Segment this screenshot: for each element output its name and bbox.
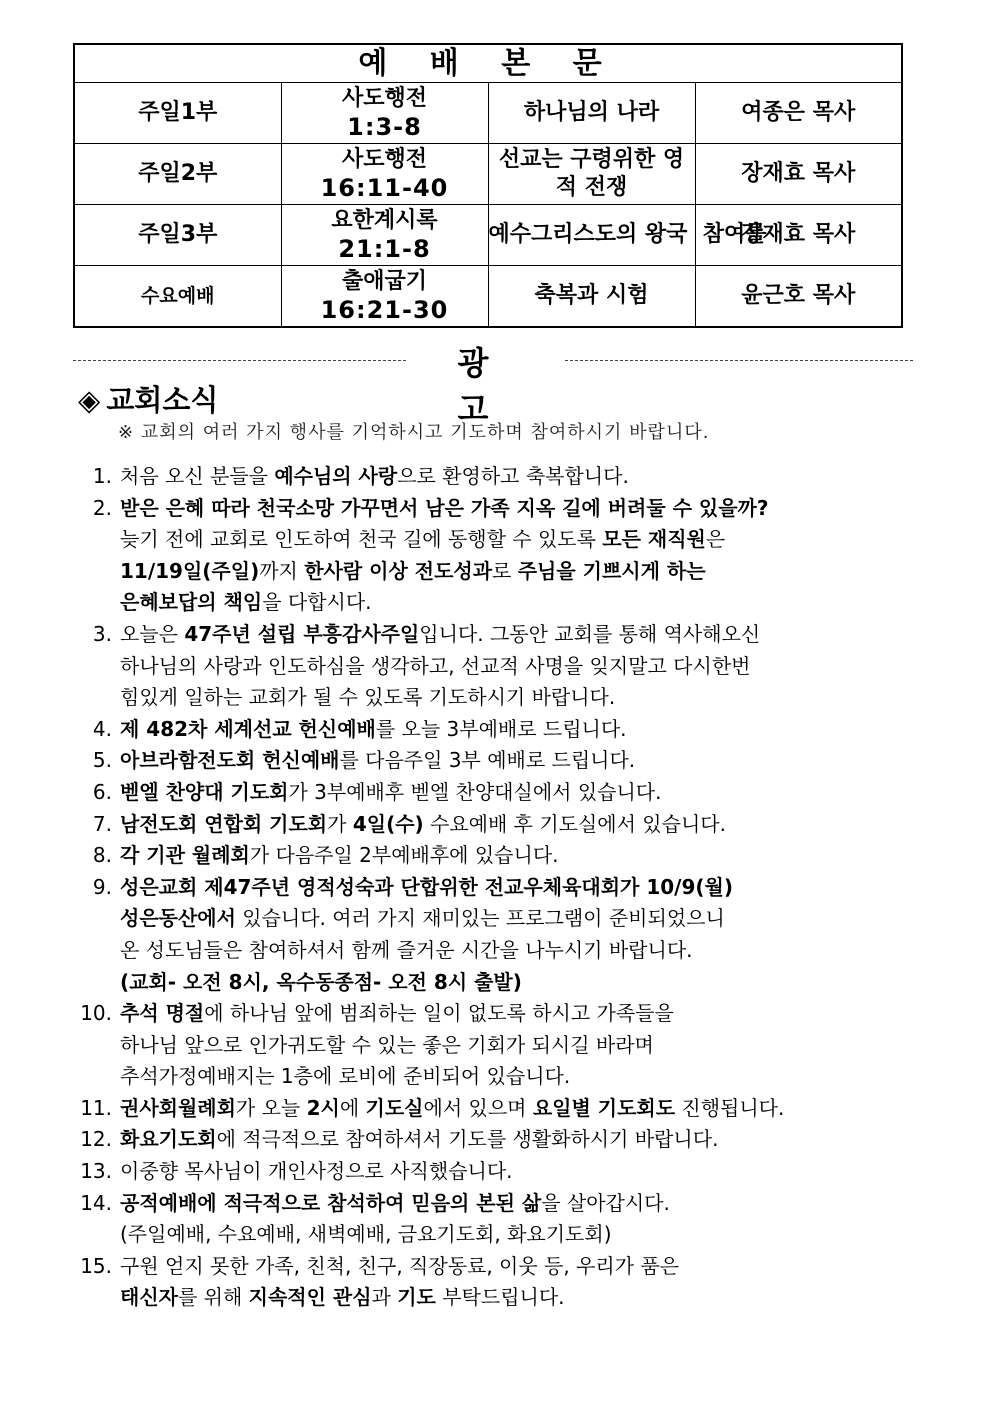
service-cell: 수요예배	[74, 266, 281, 328]
sermon-title-cell: 축복과 시험	[488, 266, 695, 328]
emphasis-text: 47주년 설립 부흥감사주일	[184, 621, 420, 646]
item-number: 6.	[92, 779, 112, 804]
item-text: 하나님의 사랑과 인도하심을 생각하고, 선교적 사명을 잊지말고 다시한번	[120, 653, 751, 678]
list-item	[70, 872, 830, 998]
item-line	[120, 1124, 830, 1156]
item-line	[120, 493, 830, 525]
item-line	[120, 903, 830, 935]
sermon-table-title: 예 배 본 문	[74, 44, 902, 83]
item-number: 14.	[80, 1190, 112, 1215]
emphasis-text: 성은동산에서	[120, 906, 236, 931]
item-text: 로	[492, 558, 518, 583]
scripture-verse: 16:21-30	[320, 296, 449, 324]
list-item	[70, 1188, 830, 1251]
item-text: 추석가정예배지는 1층에 로비에 준비되어 있습니다.	[120, 1064, 571, 1089]
item-text: 구원 얻지 못한 가족, 친척, 친구, 직장동료, 이웃 등, 우리가 품은	[120, 1253, 680, 1278]
item-line	[120, 682, 830, 714]
item-line	[120, 777, 830, 809]
scripture-book: 요한계시록	[331, 208, 438, 233]
preacher-cell: 장재효 목사	[695, 205, 902, 266]
item-text: 이중향 목사님이 개인사정으로 사직했습니다.	[120, 1159, 513, 1184]
scripture-cell	[281, 205, 488, 266]
item-text: 으로 환영하고 축복합니다.	[397, 464, 629, 488]
table-row	[74, 83, 902, 144]
item-number: 7.	[92, 811, 112, 836]
item-text: 에	[339, 1095, 366, 1120]
emphasis-text: 각 기관 월례회	[120, 843, 250, 868]
news-heading-text: 교회소식	[106, 383, 219, 417]
list-item	[70, 745, 830, 777]
item-number: 1.	[92, 464, 112, 488]
scripture-verse: 21:1-8	[338, 235, 431, 263]
item-line	[120, 714, 830, 746]
emphasis-text: 기도실	[365, 1095, 424, 1120]
item-text: 온 성도님들은 참여하셔서 함께 즐거운 시간을 나누시기 바랍니다.	[120, 937, 693, 962]
item-line	[120, 967, 830, 999]
emphasis-text: 요일별 기도회도	[532, 1095, 676, 1120]
item-text: 에 하나님 앞에 범죄하는 일이 없도록 하시고 가족들을	[204, 1001, 674, 1026]
item-text: 진행됩니다.	[675, 1095, 785, 1120]
item-line	[120, 1282, 830, 1314]
item-text: 과	[371, 1285, 398, 1310]
sermon-title-cell: 예수그리스도의 왕국 참여를	[488, 205, 695, 266]
emphasis-text: 공적예배에 적극적으로 참석하여 믿음의 본된 삶	[120, 1190, 542, 1215]
item-line	[120, 524, 830, 556]
emphasis-text: 은혜보답의 책임	[120, 590, 263, 615]
item-line	[120, 587, 830, 619]
emphasis-text: 추석 명절	[120, 1001, 205, 1026]
item-line	[120, 651, 830, 683]
emphasis-text: (교회- 오전 8시, 옥수동종점- 오전 8시 출발)	[120, 969, 522, 994]
item-text: 에서 있으며	[423, 1095, 533, 1120]
item-number: 5.	[92, 748, 112, 773]
item-text: 수요예배 후 기도실에서 있습니다.	[423, 811, 726, 836]
list-item	[70, 714, 830, 746]
diamond-bullet-icon: ◈	[78, 383, 101, 417]
preacher-cell: 여종은 목사	[695, 83, 902, 144]
scripture-book: 사도행전	[341, 147, 427, 172]
sermon-title-cell: 하나님의 나라	[488, 83, 695, 144]
scripture-book: 출애굽기	[341, 269, 427, 294]
scripture-verse: 16:11-40	[320, 174, 449, 202]
item-text: 을 살아갑시다.	[541, 1190, 670, 1215]
scripture-verse: 1:3-8	[347, 113, 422, 141]
item-line	[120, 1030, 830, 1062]
emphasis-text: 제 482차 세계선교 헌신예배	[120, 716, 376, 741]
item-line	[120, 998, 830, 1030]
item-text: (주일예배, 수요예배, 새벽예배, 금요기도회, 화요기도회)	[120, 1222, 612, 1247]
item-text: 오늘은	[120, 621, 185, 646]
item-text: 가 오늘	[235, 1095, 307, 1120]
scripture-cell	[281, 83, 488, 144]
item-number: 4.	[92, 716, 112, 741]
item-text: 까지	[259, 558, 305, 583]
list-item	[70, 461, 830, 493]
list-item	[70, 840, 830, 872]
emphasis-text: 화요기도회	[120, 1127, 217, 1152]
item-text: 를 위해	[177, 1285, 249, 1310]
item-number: 13.	[80, 1159, 112, 1184]
emphasis-text: 한사람 이상 전도성과	[304, 558, 493, 583]
item-line	[120, 745, 830, 777]
item-number: 9.	[92, 874, 112, 899]
table-row	[74, 205, 902, 266]
item-text: 가 다음주일 2부예배후에 있습니다.	[249, 843, 559, 868]
service-cell: 주일1부	[74, 83, 281, 144]
item-line	[120, 840, 830, 872]
item-line	[120, 809, 830, 841]
item-line	[120, 1093, 830, 1125]
scripture-cell	[281, 144, 488, 205]
dashed-rule-left	[73, 360, 406, 361]
emphasis-text: 기도	[397, 1285, 436, 1310]
emphasis-text: 2시	[306, 1095, 340, 1120]
list-item	[70, 619, 830, 714]
item-text: 가	[327, 811, 353, 836]
scripture-cell	[281, 266, 488, 328]
item-number: 8.	[92, 843, 112, 868]
item-line	[120, 872, 830, 904]
list-item	[70, 1251, 830, 1314]
item-text: 처음 오신 분들을	[120, 464, 275, 488]
item-text: 을 다합시다.	[262, 590, 372, 615]
news-list	[70, 461, 830, 1314]
preacher-cell: 윤근호 목사	[695, 266, 902, 328]
item-text: 있습니다. 여러 가지 재미있는 프로그램이 준비되었으니	[235, 906, 725, 931]
sermon-title-cell: 선교는 구령위한 영적 전쟁	[488, 144, 695, 205]
emphasis-text: 지속적인 관심	[248, 1285, 372, 1310]
item-number: 12.	[80, 1127, 112, 1152]
preacher-cell: 장재효 목사	[695, 144, 902, 205]
emphasis-text: 아브라함전도회 헌신예배	[120, 748, 340, 773]
item-number: 15.	[80, 1253, 112, 1278]
table-row	[74, 266, 902, 328]
item-line	[120, 1188, 830, 1220]
item-number: 10.	[80, 1001, 112, 1026]
item-text: 부탁드립니다.	[435, 1285, 565, 1310]
item-text: 힘있게 일하는 교회가 될 수 있도록 기도하시기 바랍니다.	[120, 685, 616, 710]
item-number: 2.	[92, 495, 112, 520]
item-text: 가 3부예배후 벧엘 찬양대실에서 있습니다.	[288, 779, 662, 804]
item-line	[120, 1061, 830, 1093]
emphasis-text: 태신자	[120, 1285, 178, 1310]
list-item	[70, 809, 830, 841]
emphasis-text: 모든 재직원	[602, 527, 706, 552]
list-item	[70, 998, 830, 1093]
emphasis-text: 4일(수)	[352, 811, 424, 836]
emphasis-text: 예수님의 사랑	[274, 464, 398, 488]
item-line	[120, 935, 830, 967]
service-cell: 주일2부	[74, 144, 281, 205]
item-text: 를 오늘 3부예배로 드립니다.	[375, 716, 627, 741]
item-text: 입니다. 그동안 교회를 통해 역사해오신	[419, 621, 761, 646]
list-item	[70, 1156, 830, 1188]
item-number: 11.	[80, 1095, 112, 1120]
emphasis-text: 11/19일(주일)	[120, 558, 260, 583]
emphasis-text: 성은교회 제47주년 영적성숙과 단합위한 전교우체육대회가 10/9(월)	[120, 874, 733, 899]
item-line	[120, 556, 830, 588]
item-text: 하나님 앞으로 인가귀도할 수 있는 좋은 기회가 되시길 바라며	[120, 1032, 654, 1057]
item-text: 늦기 전에 교회로 인도하여 천국 길에 동행할 수 있도록	[120, 527, 603, 552]
sermon-table	[73, 43, 903, 328]
item-number: 3.	[92, 621, 112, 646]
emphasis-text: 주님을 기쁘시게 하는	[517, 558, 706, 583]
item-line	[120, 1156, 830, 1188]
news-heading	[78, 378, 218, 419]
emphasis-text: 받은 은혜 따라 천국소망 가꾸면서 남은 가족 지옥 길에 버려둘 수 있을까?	[120, 495, 769, 520]
item-line	[120, 619, 830, 651]
news-notice: ※ 교회의 여러 가지 행사를 기억하시고 기도하며 참여하시기 바랍니다.	[118, 422, 710, 443]
emphasis-text: 권사회월례회	[120, 1095, 236, 1120]
list-item	[70, 777, 830, 809]
ads-title: 광 고	[457, 344, 519, 428]
dashed-rule-right	[565, 360, 913, 361]
list-item	[70, 1124, 830, 1156]
item-line	[120, 461, 830, 493]
service-cell: 주일3부	[74, 205, 281, 266]
item-line	[120, 1251, 830, 1283]
table-row	[74, 144, 902, 205]
item-text: 를 다음주일 3부 예배로 드립니다.	[339, 748, 636, 773]
item-text: 은	[705, 527, 726, 552]
emphasis-text: 남전도회 연합회 기도회	[120, 811, 328, 836]
list-item	[70, 493, 830, 619]
item-line	[120, 1219, 830, 1251]
item-text: 에 적극적으로 참여하셔서 기도를 생활화하시기 바랍니다.	[216, 1127, 719, 1152]
emphasis-text: 벧엘 찬양대 기도회	[120, 779, 289, 804]
scripture-book: 사도행전	[341, 86, 427, 111]
list-item	[70, 1093, 830, 1125]
